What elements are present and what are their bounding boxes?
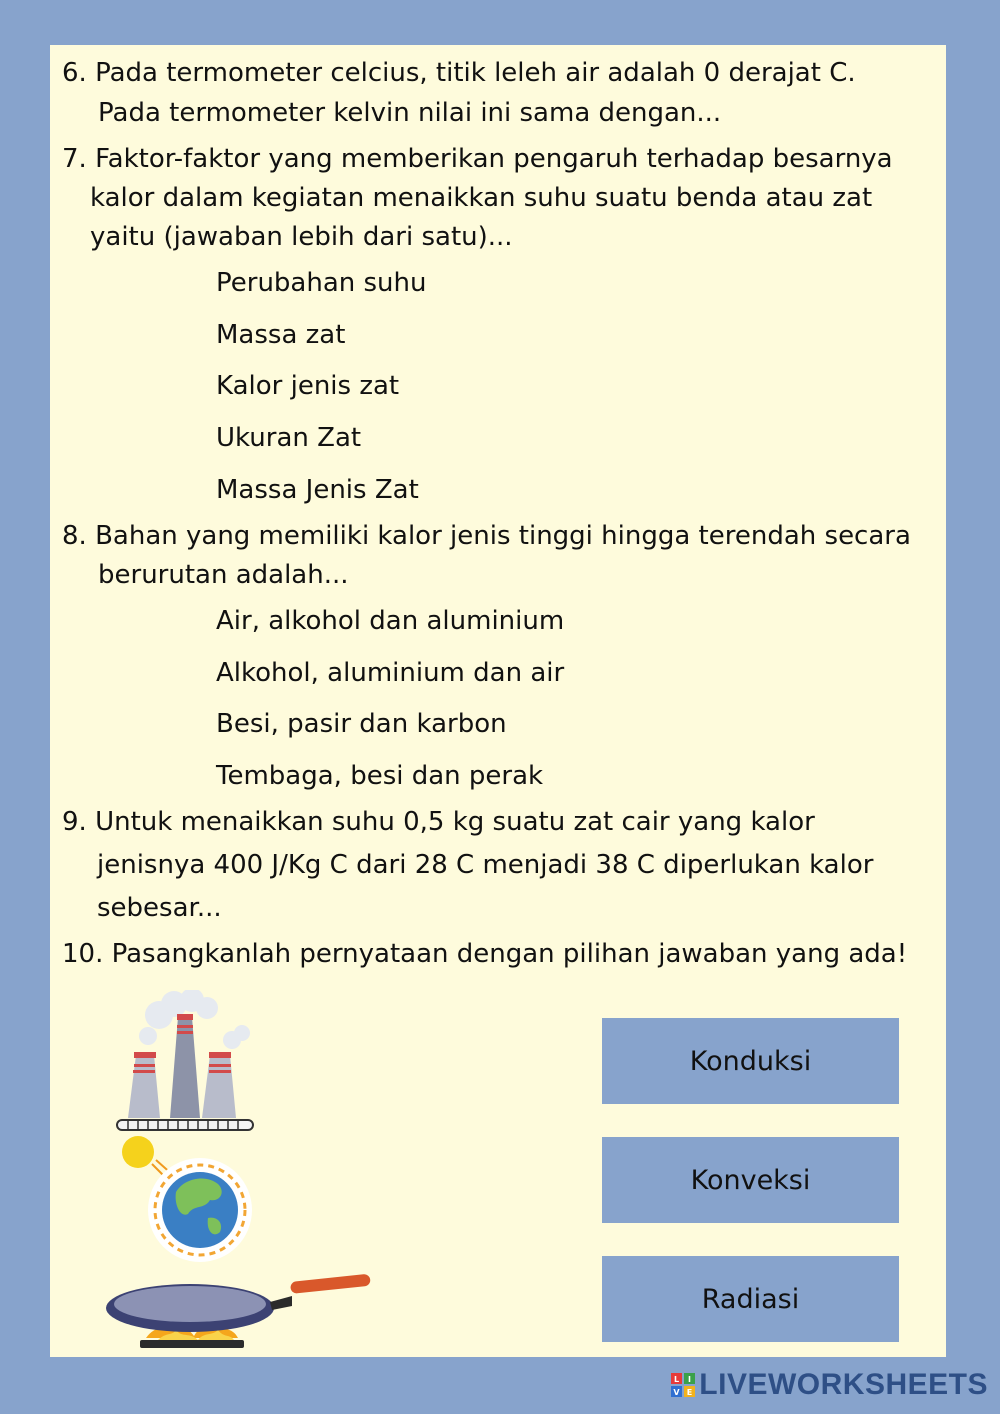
q7-text-line1: 7. Faktor-faktor yang memberikan pengaruh terhadap besarnya (62, 144, 893, 174)
brand-text: LIVEWORKSHEETS (699, 1368, 988, 1401)
q8-option[interactable]: Air, alkohol dan aluminium (216, 606, 565, 636)
q7-option[interactable]: Massa zat (216, 320, 346, 350)
q6-text-line2: Pada termometer kelvin nilai ini sama dengan... (98, 98, 722, 128)
liveworksheets-brand[interactable] (671, 1368, 988, 1402)
q7-text-line2: kalor dalam kegiatan menaikkan suhu suatu benda atau zat (90, 183, 873, 213)
svg-text:E: E (687, 1388, 693, 1397)
worksheet-page (50, 45, 946, 1357)
q9-text-line3: sebesar... (97, 893, 222, 923)
factory-chimneys-icon[interactable] (114, 990, 259, 1135)
liveworksheets-logo-icon (671, 1373, 695, 1397)
sun-earth-icon[interactable] (118, 1130, 258, 1265)
q8-option[interactable]: Besi, pasir dan karbon (216, 709, 507, 739)
q7-text-line3: yaitu (jawaban lebih dari satu)... (90, 222, 513, 252)
q7-option[interactable]: Kalor jenis zat (216, 371, 400, 401)
frying-pan-on-stove-icon[interactable] (106, 1260, 376, 1355)
q8-option[interactable]: Tembaga, besi dan perak (216, 761, 544, 791)
q6-text-line1: 6. Pada termometer celcius, titik leleh air adalah 0 derajat C. (62, 58, 856, 88)
q8-text-line1: 8. Bahan yang memiliki kalor jenis tinggi hingga terendah secara (62, 521, 911, 551)
svg-text:L: L (674, 1375, 680, 1384)
svg-text:I: I (688, 1375, 692, 1384)
q8-text-line2: berurutan adalah... (98, 560, 349, 590)
q7-option[interactable]: Ukuran Zat (216, 423, 362, 453)
answer-box-radiasi[interactable]: Radiasi (602, 1256, 899, 1342)
q8-option[interactable]: Alkohol, aluminium dan air (216, 658, 565, 688)
q7-option[interactable]: Massa Jenis Zat (216, 475, 419, 505)
q7-option[interactable]: Perubahan suhu (216, 268, 427, 298)
q9-text-line1: 9. Untuk menaikkan suhu 0,5 kg suatu zat cair yang kalor (62, 807, 815, 837)
answer-box-konveksi[interactable]: Konveksi (602, 1137, 899, 1223)
q10-text-line1: 10. Pasangkanlah pernyataan dengan pilihan jawaban yang ada! (62, 939, 908, 969)
answer-box-konduksi[interactable]: Konduksi (602, 1018, 899, 1104)
svg-text:V: V (673, 1388, 680, 1397)
q9-text-line2: jenisnya 400 J/Kg C dari 28 C menjadi 38 C diperlukan kalor (97, 850, 874, 880)
